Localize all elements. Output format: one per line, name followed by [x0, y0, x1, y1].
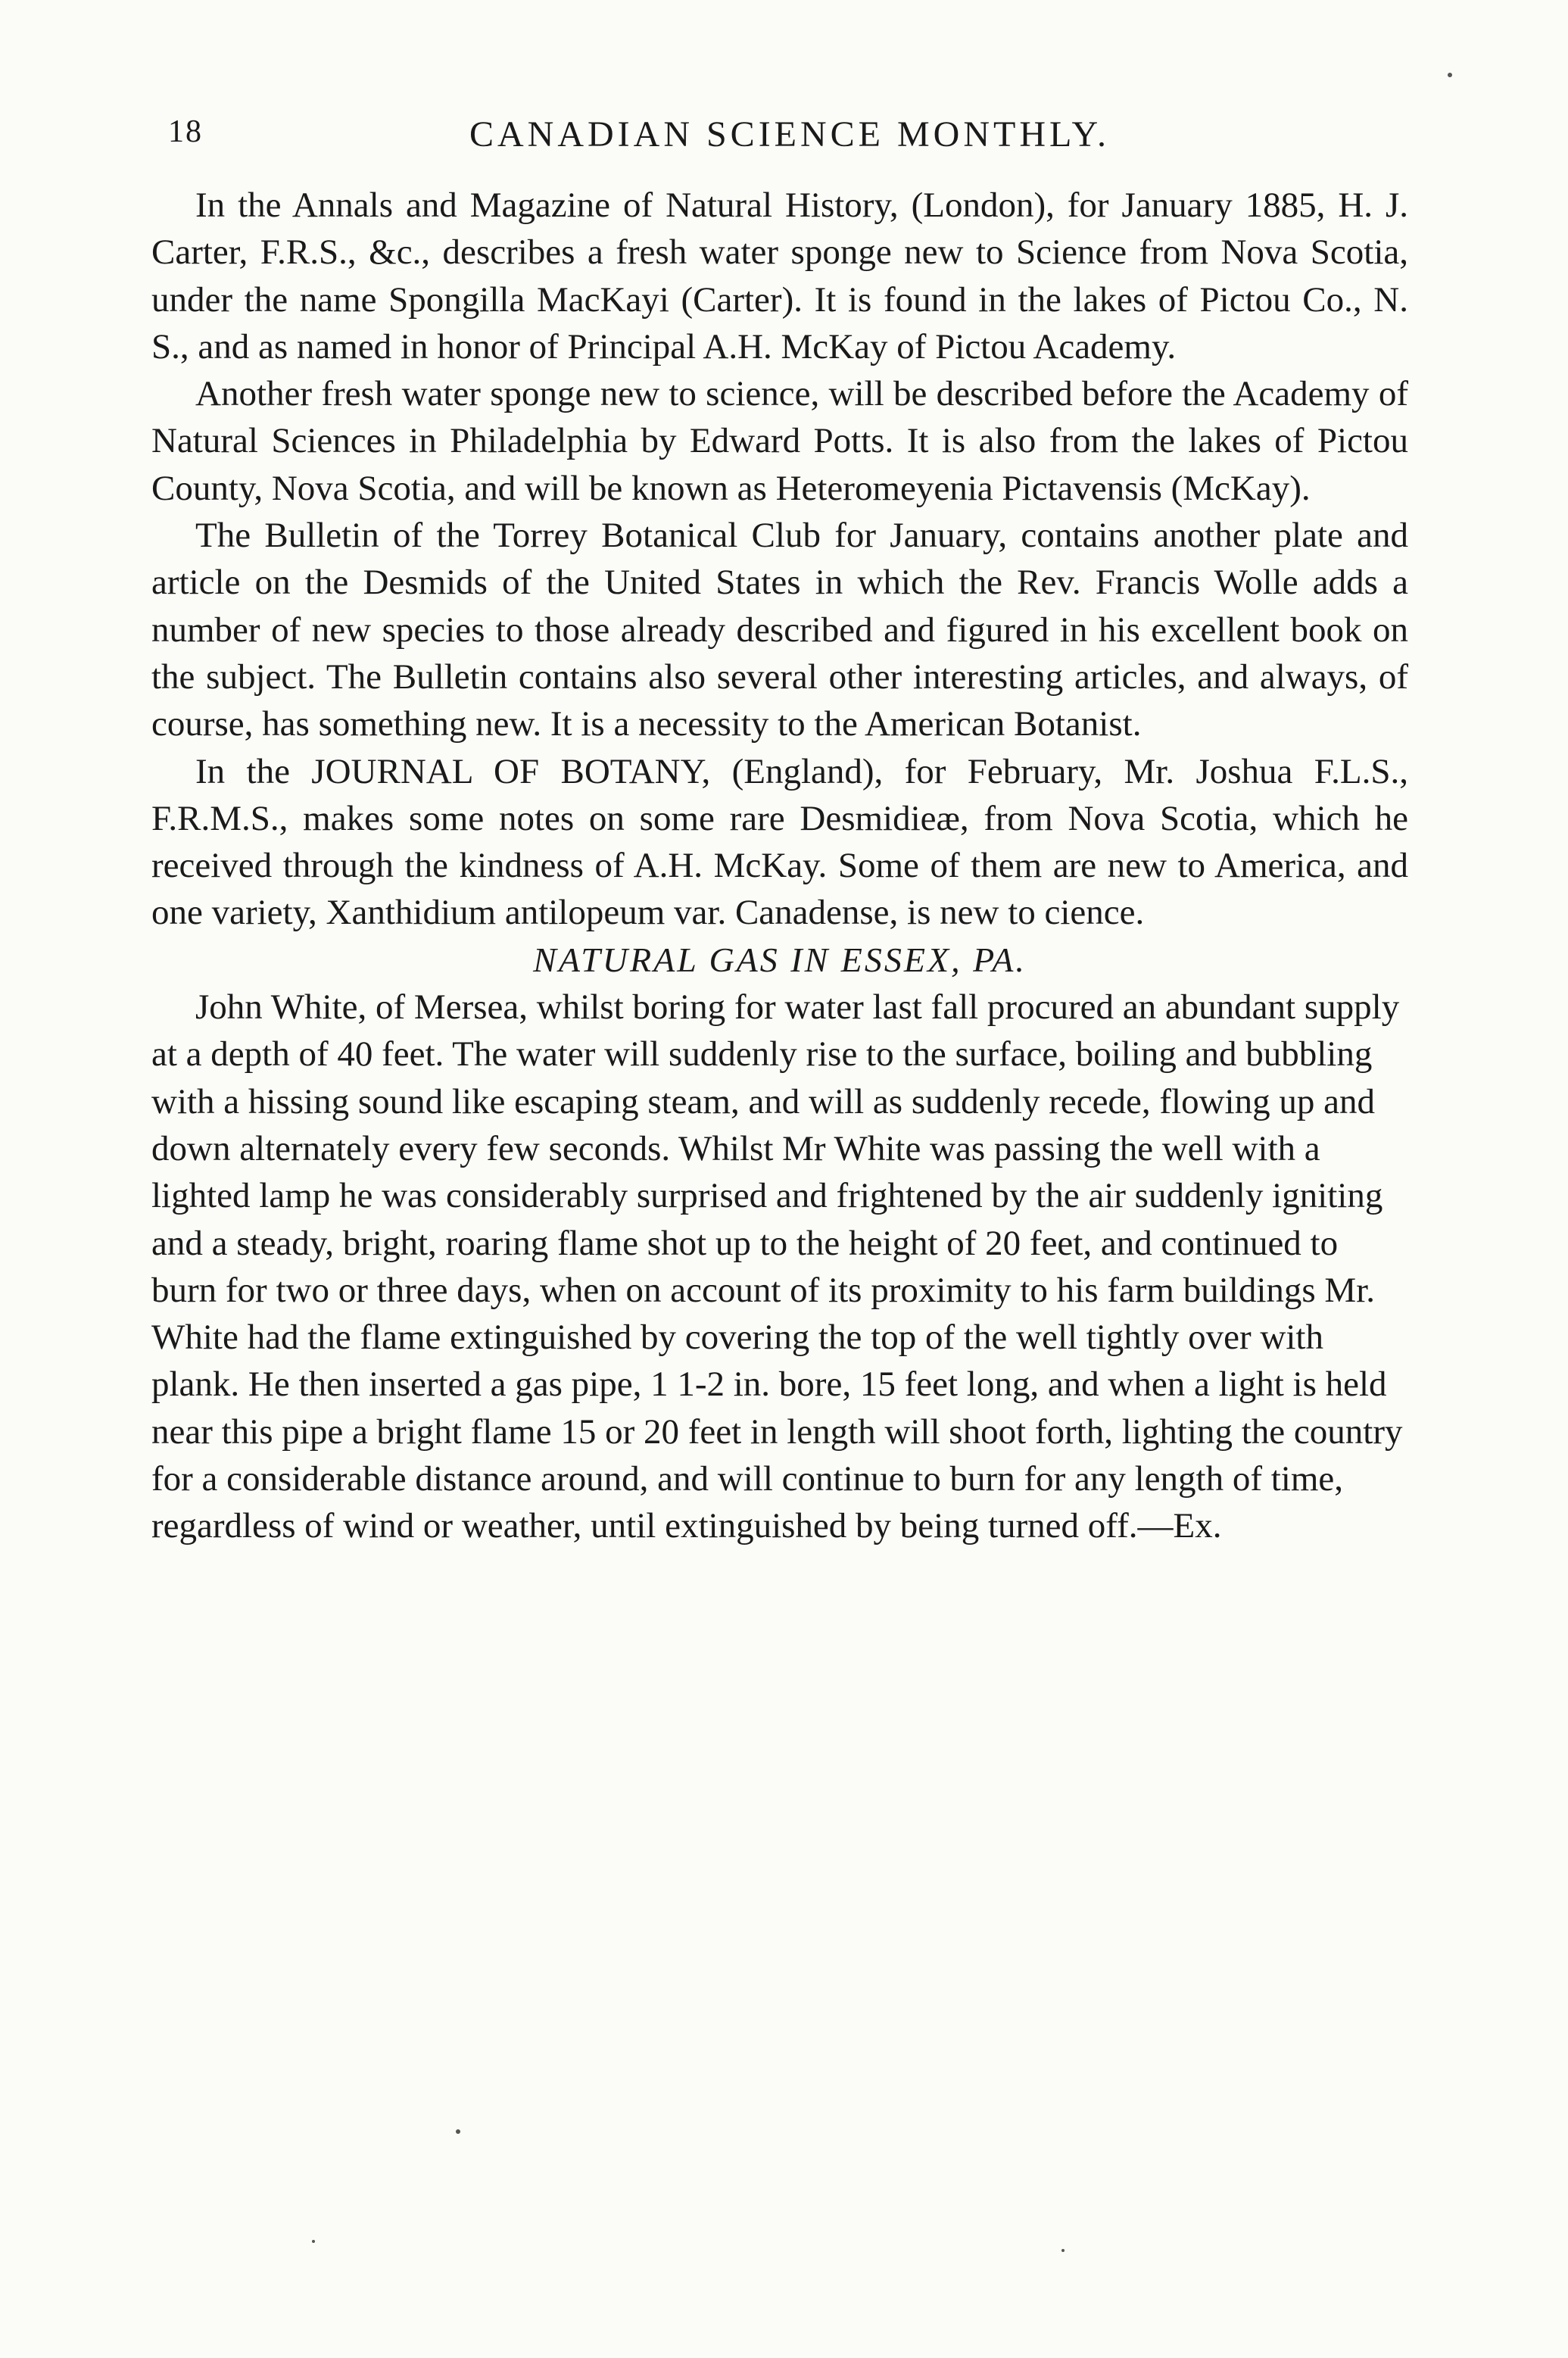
section-heading: NATURAL GAS IN ESSEX, PA. [533, 940, 1027, 979]
page-number: 18 [168, 114, 203, 149]
paper-speck [312, 2240, 315, 2243]
paragraph-journal-of-botany: In the JOURNAL OF BOTANY, (England), for February, Mr. Joshua F.L.S., F.R.M.S., makes some notes on some rare Desmidieæ, from Nova Scotia, which he received through the kindness of A.H. McKay. Some of them are new to America, and one variety, Xanthidium antilopeum var. Canadense, is new to cience. [151, 751, 1408, 933]
paragraph-spongilla: In the Annals and Magazine of Natural History, (London), for January 1885, H. J. Carter, F.R.S., &c., describes a fresh water sponge new to Science from Nova Scotia, under the name Spongilla MacKayi (Carter). It is found in the lakes of Pictou Co., N. S., and as named in honor of Principal A.H. McKay of Pictou Academy. [151, 186, 1408, 366]
paper-speck [1448, 73, 1452, 77]
body-text [151, 182, 1408, 1550]
running-head: CANADIAN SCIENCE MONTHLY. [469, 114, 1110, 154]
paragraph-natural-gas: John White, of Mersea, whilst boring for water last fall procured an abundant supply at a depth of 40 feet. The water will suddenly rise to the surface, boiling and bubbling with a hissing sound like escaping steam, and will as suddenly recede, flowing up and down alternately every few seconds. Whilst Mr White was passing the well with a lighted lamp he was considerably surprised and frightened by the air suddenly igniting and a steady, bright, roaring flame shot up to the height of 20 feet, and continued to burn for two or three days, when on account of its proximity to his farm buildings Mr. White had the flame extinguished by covering the top of the well tightly over with plank. He then inserted a gas pipe, 1 1-2 in. bore, 15 feet long, and when a light is held near this pipe a bright flame 15 or 20 feet in length will shoot forth, lighting the country for a considerable distance around, and will continue to burn for any length of time, regardless of wind or weather, until extinguished by being turned off.—Ex. [151, 987, 1403, 1546]
paragraph-torrey-bulletin: The Bulletin of the Torrey Botanical Club for January, contains another plate and article on the Desmids of the United States in which the Rev. Francis Wolle adds a number of new species to those already described and figured in his excellent book on the subject. The Bulletin contains also several other interesting articles, and always, of course, has something new. It is a necessity to the American Botanist. [151, 516, 1408, 744]
paper-speck [456, 2129, 460, 2134]
paper-speck [1061, 2249, 1065, 2252]
paragraph-heteromeyenia: Another fresh water sponge new to science, will be described before the Academy of Natural Sciences in Philadelphia by Edward Potts. It is also from the lakes of Pictou County, Nova Scotia, and will be known as Heteromeyenia Pictavensis (McKay). [151, 374, 1408, 508]
